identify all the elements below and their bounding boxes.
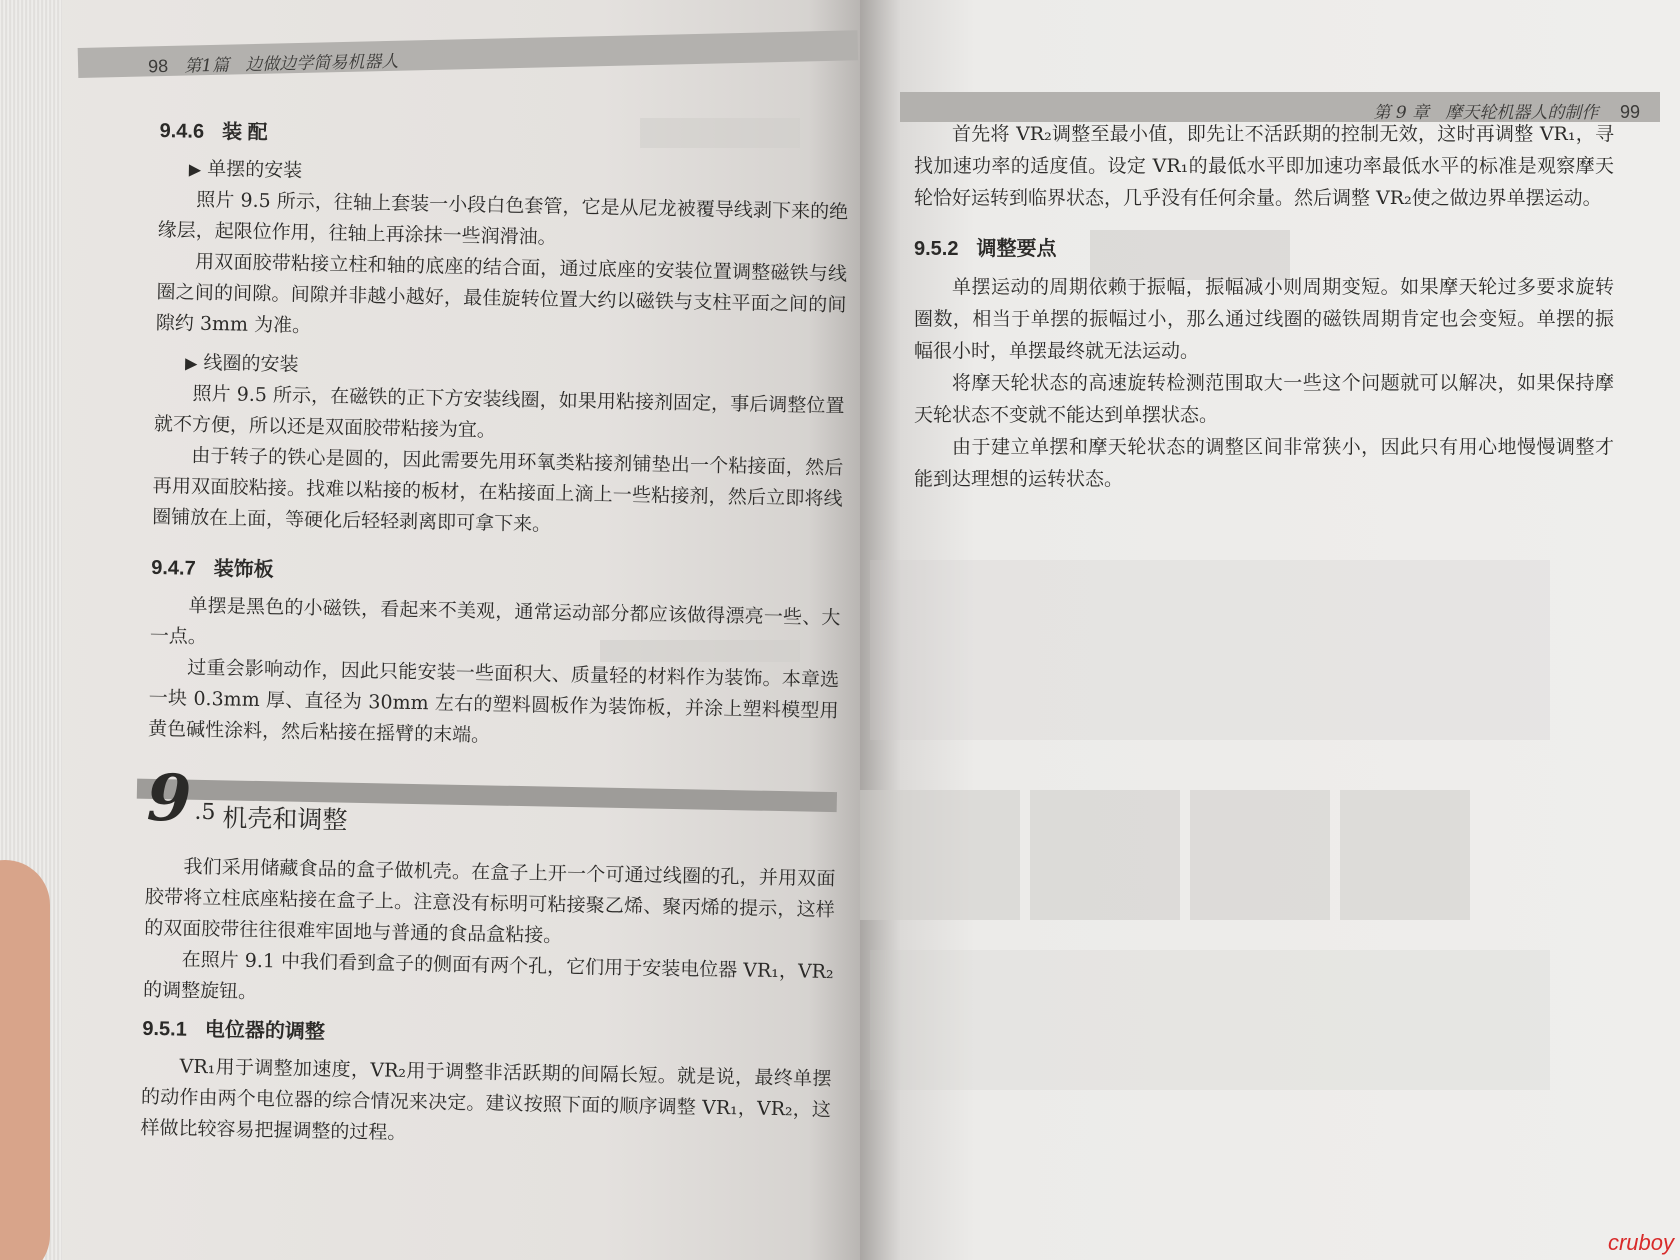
section-heading: 9.5.2 调整要点 — [914, 238, 1057, 260]
page-number: 98 — [147, 55, 169, 77]
paragraph: 照片 9.5 所示，往轴上套装一小段白色套管，它是从尼龙被覆导线剥下来的绝缘层，起限位作用，往轴上再涂抹一些润滑油。 — [157, 188, 849, 249]
paragraph: 由于转子的铁心是圆的，因此需要先用环氧类粘接剂铺垫出一个粘接面，然后再用双面胶粘接。找难以粘接的板材，在粘接面上滴上一些粘接剂，然后立即将线圈铺放在上面，等硬化后轻轻剥离即可拿下来。 — [151, 444, 844, 536]
paragraph: 我们采用储藏食品的盒子做机壳。在盒子上开一个可通过线圈的孔，并用双面胶带将立柱底座粘接在盒子上。注意没有标明可粘接聚乙烯、聚丙烯的提示，这样的双面胶带往往很难牢固地与普通的食品盒粘接。 — [144, 855, 836, 947]
triangle-bullet-icon: ▶ — [184, 353, 198, 373]
right-page — [860, 0, 1680, 1260]
paragraph: 用双面胶带粘接立柱和轴的底座的结合面，通过底座的安装位置调整磁铁与线圈之间的间隙。间隙并非越小越好，最佳旋转位置大约以磁铁与支柱平面之间的间隙约 3mm 为准。 — [155, 250, 848, 337]
banner-number: 9 — [146, 760, 193, 837]
page-number: 99 — [1619, 102, 1640, 122]
bleed-through — [1030, 790, 1180, 920]
subsection-heading: ▶ 单摆的安装 — [188, 157, 303, 182]
bleed-through — [860, 790, 1020, 920]
chapter-label: 第 9 章 — [1373, 103, 1430, 123]
banner-title: 机壳和调整 — [222, 804, 348, 835]
paragraph: VR₁用于调整加速度，VR₂用于调整非活跃期的间隔长短。就是说，最终单摆的动作由两个电位器的综合情况来决定。建议按照下面的顺序调整 VR₁，VR₂，这样做比较容易把握调整的过程。 — [140, 1055, 832, 1144]
left-body — [140, 110, 850, 1157]
paragraph: 由于建立单摆和摩天轮状态的调整区间非常狭小，因此只有用心地慢慢调整才能到达理想的运转状态。 — [914, 436, 1614, 490]
subsection-heading: ▶ 线圈的安装 — [184, 351, 299, 376]
bleed-through — [870, 560, 1550, 740]
section-heading: 9.5.1 电位器的调整 — [142, 1017, 326, 1044]
triangle-bullet-icon: ▶ — [188, 159, 202, 179]
paragraph: 照片 9.5 所示，在磁铁的正下方安装线圈，如果用粘接剂固定，事后调整位置就不方便，所以还是双面胶带粘接为宜。 — [153, 382, 845, 442]
section-heading: 9.4.7 装饰板 — [150, 556, 274, 582]
bleed-through — [1190, 790, 1330, 920]
paragraph: 首先将 VR₂调整至最小值，即先让不活跃期的控制无效，这时再调整 VR₁，寻找加速功率的适度值。设定 VR₁的最低水平即加速功率最低水平的标准是观察摩天轮恰好运转到临界状态，几乎没有任何余量。然后调整 VR₂使之做边界单摆运动。 — [914, 123, 1614, 209]
book-title: 边做边学简易机器人 — [245, 51, 399, 76]
left-header — [78, 30, 858, 78]
right-body — [914, 118, 1614, 495]
paragraph: 将摩天轮状态的高速旋转检测范围取大一些这个问题就可以解决，如果保持摩天轮状态不变就不能达到单摆状态。 — [914, 372, 1614, 426]
bleed-through — [870, 950, 1550, 1090]
paragraph: 过重会影响动作，因此只能安装一些面积大、质量轻的材料作为装饰。本章选一块 0.3mm 厚、直径为 30mm 左右的塑料圆板作为装饰板，并涂上塑料模型用黄色碱性涂料，然后粘接在摇臂的末端。 — [147, 656, 840, 747]
chapter-title: 摩天轮机器人的制作 — [1445, 103, 1599, 123]
paragraph: 单摆运动的周期依赖于振幅，振幅减小则周期变短。如果摩天轮过多要求旋转圈数，相当于单摆的振幅过小，那么通过线圈的磁铁周期肯定也会变短。单摆的振幅很小时，单摆最终就无法运动。 — [914, 276, 1614, 362]
bleed-through — [1340, 790, 1470, 920]
paragraph: 单摆是黑色的小磁铁，看起来不美观，通常运动部分都应该做得漂亮一些、大一点。 — [149, 594, 841, 648]
thumb — [0, 860, 50, 1260]
watermark: cruboy — [1607, 1230, 1674, 1255]
section-heading: 9.4.6 装 配 — [159, 119, 268, 145]
section-banner — [136, 760, 837, 852]
paragraph: 在照片 9.1 中我们看到盒子的侧面有两个孔，它们用于安装电位器 VR₁，VR₂ 的调整旋钮。 — [142, 948, 834, 1004]
banner-subnumber: .5 — [194, 799, 216, 826]
part-label: 第1篇 — [184, 55, 230, 77]
